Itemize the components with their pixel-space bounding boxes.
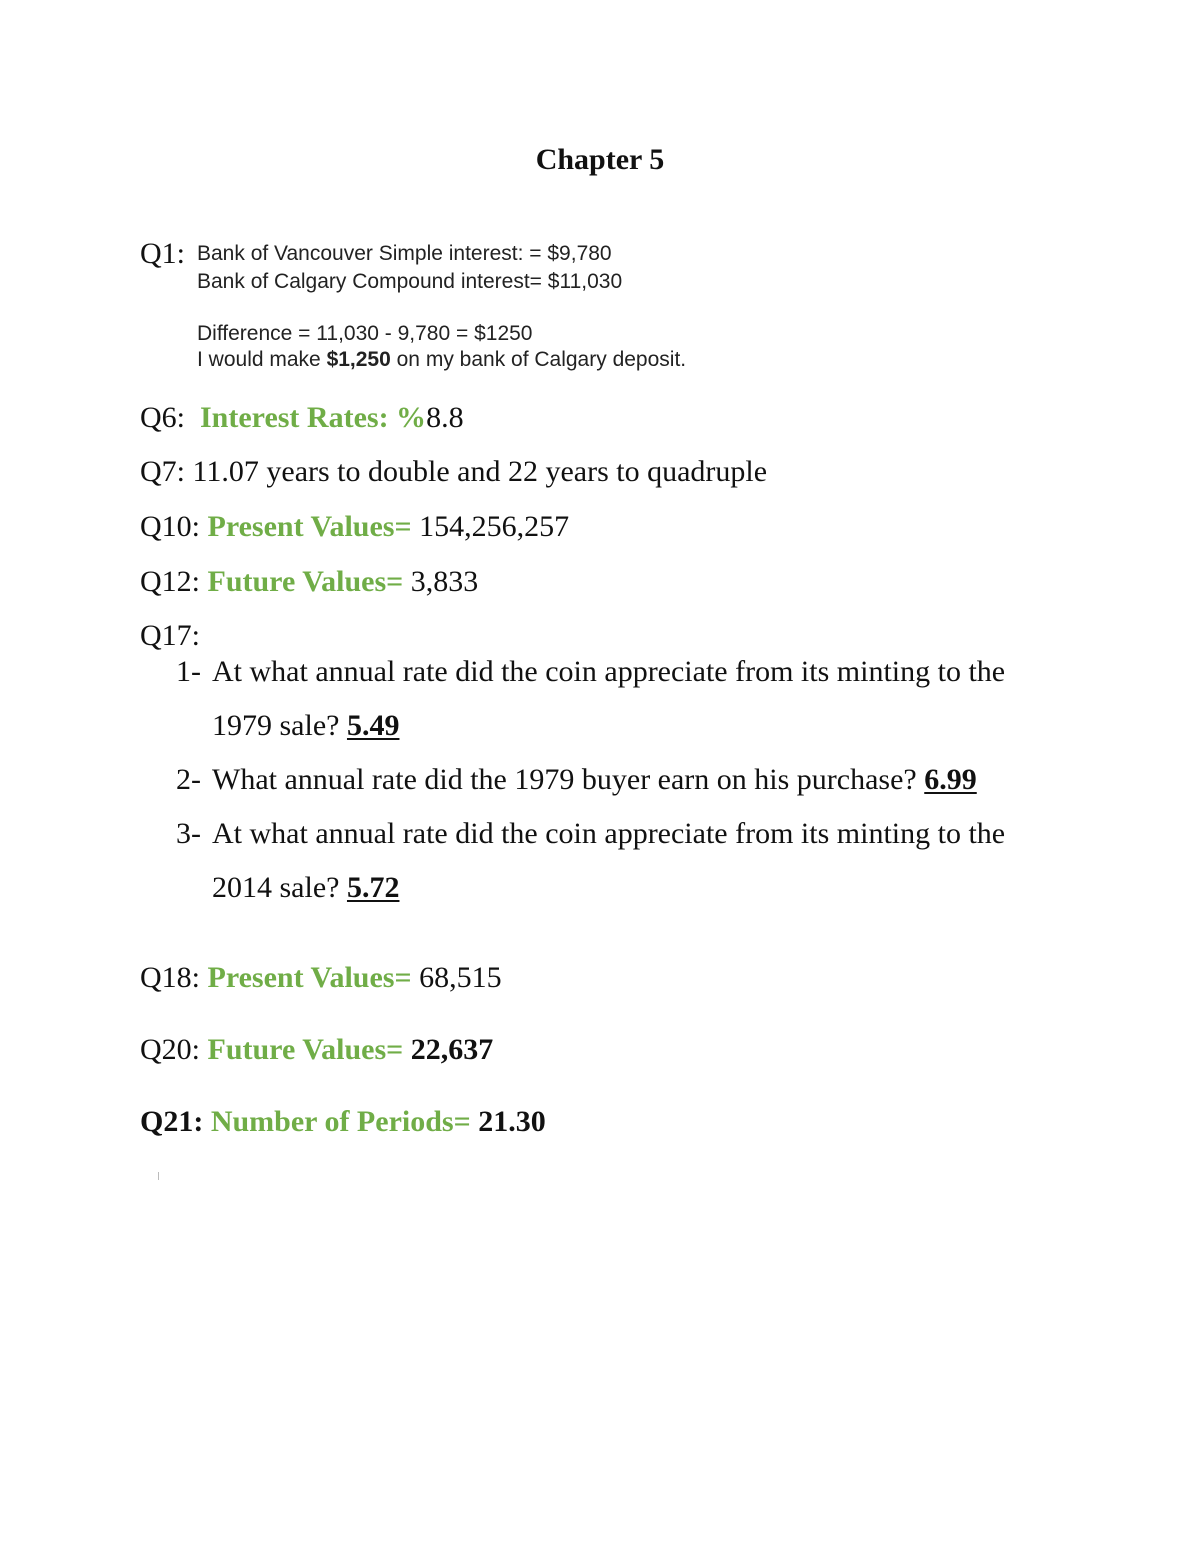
q1-line-3: Difference = 11,030 - 9,780 = $1250: [197, 322, 533, 345]
q17-label: Q17:: [140, 619, 200, 652]
q17-item-2-text: What annual rate did the 1979 buyer earn on his purchase?: [212, 763, 925, 796]
q17-item-1-cont: [212, 708, 399, 744]
stray-mark: [158, 1172, 159, 1180]
q21-row: [140, 1104, 546, 1140]
q7-text: 11.07 years to double and 22 years to quadruple: [192, 455, 768, 488]
q12-row: [140, 564, 478, 600]
q17-item-1-answer: 5.49: [346, 709, 400, 742]
q1-line-2: Bank of Calgary Compound interest= $11,030: [197, 270, 623, 293]
q7-label: Q7:: [140, 455, 185, 488]
q17-item-3: [176, 816, 1005, 852]
q1-line-4-post: on my bank of Calgary deposit.: [390, 348, 687, 371]
q10-key: Present Values=: [207, 510, 412, 543]
q10-row: [140, 509, 569, 545]
q6-row: [140, 400, 464, 436]
q17-item-3-cont: [212, 870, 399, 906]
q17-item-1-text-2: 1979 sale?: [212, 709, 347, 742]
q12-key: Future Values=: [207, 565, 404, 598]
q18-label: Q18:: [140, 961, 200, 994]
q12-label: Q12:: [140, 565, 200, 598]
q6-value: 8.8: [426, 401, 464, 434]
q21-value: 21.30: [478, 1105, 546, 1138]
q17-item-1-text: At what annual rate did the coin appreciate from its minting to the: [212, 655, 1006, 688]
q21-key: Number of Periods=: [210, 1105, 471, 1138]
q1-line-4: [197, 347, 686, 373]
q20-value: 22,637: [410, 1033, 494, 1066]
q17-item-3-text: At what annual rate did the coin appreciate from its minting to the: [212, 817, 1006, 850]
q7-row: [140, 454, 767, 490]
q17-item-3-answer: 5.72: [346, 871, 400, 904]
q17-item-1-number: 1-: [176, 655, 201, 688]
q20-row: [140, 1032, 493, 1068]
q6-key: Interest Rates: %: [200, 401, 427, 434]
q12-value: 3,833: [410, 565, 479, 598]
q20-key: Future Values=: [207, 1033, 404, 1066]
q21-label: Q21:: [140, 1105, 204, 1138]
q1-difference-amount: $1,250: [326, 348, 391, 371]
q17-item-3-number: 3-: [176, 817, 201, 850]
q17-item-2-answer: 6.99: [924, 763, 977, 796]
q1-line-1: Bank of Vancouver Simple interest: = $9,780: [197, 242, 612, 265]
q17-item-2: [176, 762, 977, 798]
q17-item-2-number: 2-: [176, 763, 201, 796]
q17-item-1: [176, 654, 1005, 690]
q6-label: Q6:: [140, 401, 185, 434]
q20-label: Q20:: [140, 1033, 200, 1066]
q17-item-3-text-2: 2014 sale?: [212, 871, 347, 904]
q10-value: 154,256,257: [419, 510, 570, 543]
q1-label: Q1:: [140, 237, 185, 270]
q1-line-4-pre: I would make: [197, 348, 327, 371]
q18-row: [140, 960, 502, 996]
q18-value: 68,515: [419, 961, 502, 994]
q18-key: Present Values=: [207, 961, 412, 994]
q10-label: Q10:: [140, 510, 200, 543]
page-title: Chapter 5: [535, 143, 665, 176]
